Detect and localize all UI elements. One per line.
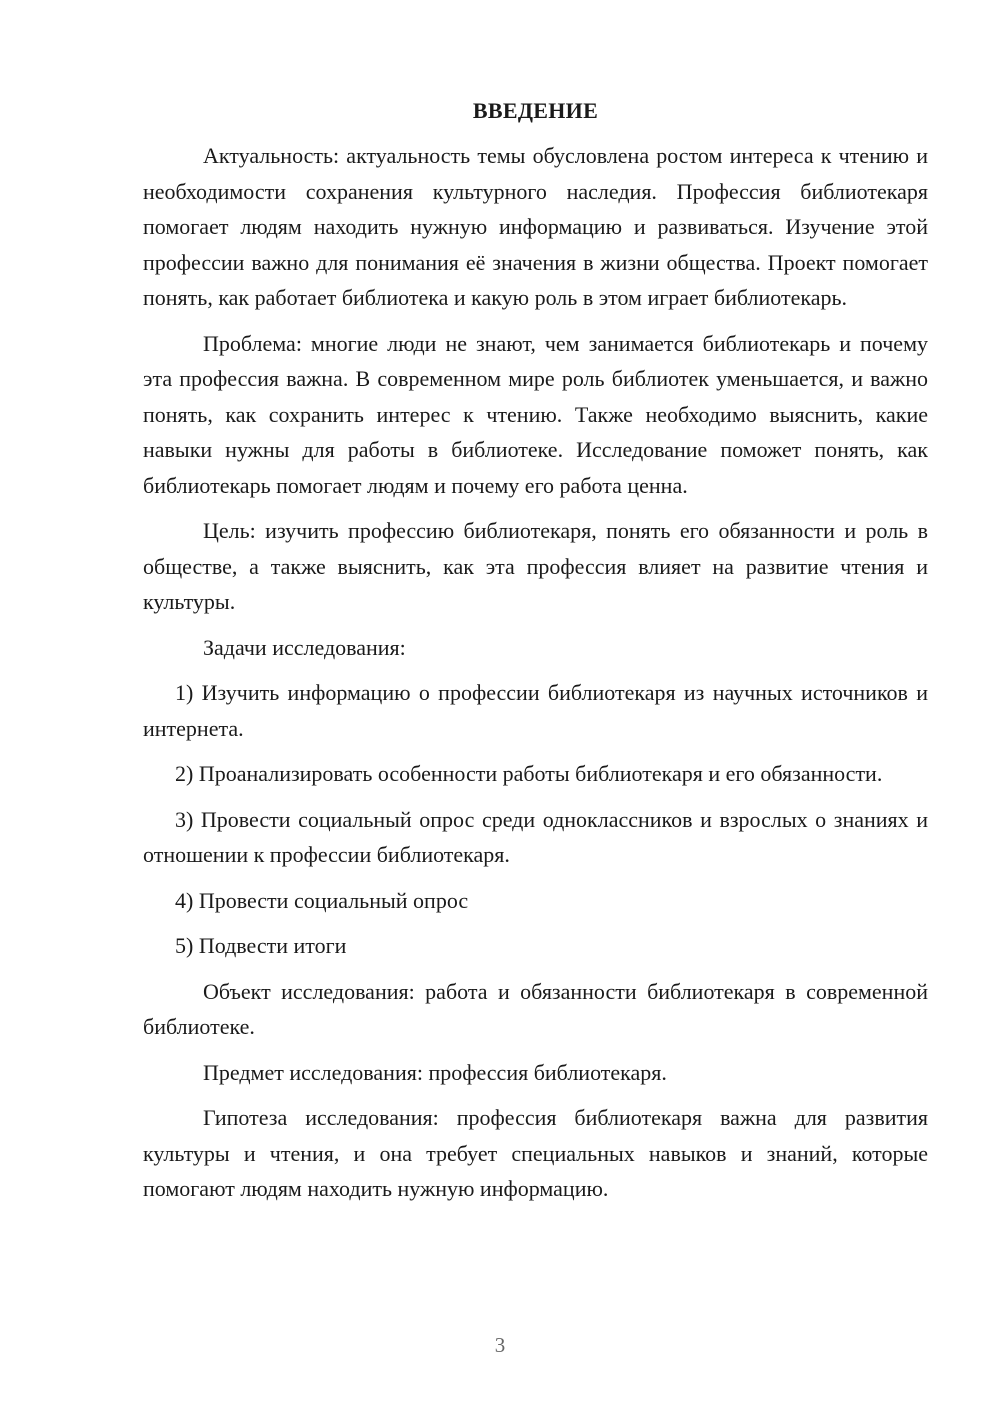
paragraph-problem: Проблема: многие люди не знают, чем занимается библиотекарь и почему эта профессия важна. В современном мире роль библиотек уменьшается, и важно понять, как сохранить интерес к чтению. Также необходимо выяснить, какие навыки нужны для работы в библиотеке. Исследование поможет понять, как библиотекарь помогает людям и почему его работа ценна. bbox=[143, 330, 928, 498]
task-item-1: 1) Изучить информацию о профессии библиотекаря из научных источников и интернета. bbox=[143, 680, 928, 741]
paragraph-relevance: Актуальность: актуальность темы обусловлена ростом интереса к чтению и необходимости сохранения культурного наследия. Профессия библиотекаря помогает людям находить нужную информацию и развиваться. Изучение этой профессии важно для понимания её значения в жизни общества. Проект помогает понять, как работает библиотека и какую роль в этом играет библиотекарь. bbox=[143, 143, 928, 310]
task-item-3: 3) Провести социальный опрос среди одноклассников и взрослых о знаниях и отношении к профессии библиотекаря. bbox=[143, 806, 928, 867]
paragraph-subject: Предмет исследования: профессия библиотекаря. bbox=[203, 1059, 667, 1085]
paragraph-hypothesis: Гипотеза исследования: профессия библиотекаря важна для развития культуры и чтения, и она требует специальных навыков и знаний, которые помогают людям находить нужную информацию. bbox=[143, 1105, 928, 1201]
section-title: ВВЕДЕНИЕ bbox=[472, 98, 599, 123]
paragraph-tasks-heading: Задачи исследования: bbox=[203, 634, 406, 660]
task-item-2: 2) Проанализировать особенности работы библиотекаря и его обязанности. bbox=[175, 761, 883, 786]
page-content bbox=[143, 96, 928, 1217]
paragraph-object: Объект исследования: работа и обязанности библиотекаря в современной библиотеке. bbox=[143, 978, 928, 1039]
paragraph-goal: Цель: изучить профессию библиотекаря, понять его обязанности и роль в обществе, а также выяснить, как эта профессия влияет на развитие чтения и культуры. bbox=[143, 518, 928, 614]
task-item-4: 4) Провести социальный опрос bbox=[175, 887, 469, 913]
task-item-5: 5) Подвести итоги bbox=[175, 933, 347, 958]
page-number: 3 bbox=[494, 1333, 506, 1357]
